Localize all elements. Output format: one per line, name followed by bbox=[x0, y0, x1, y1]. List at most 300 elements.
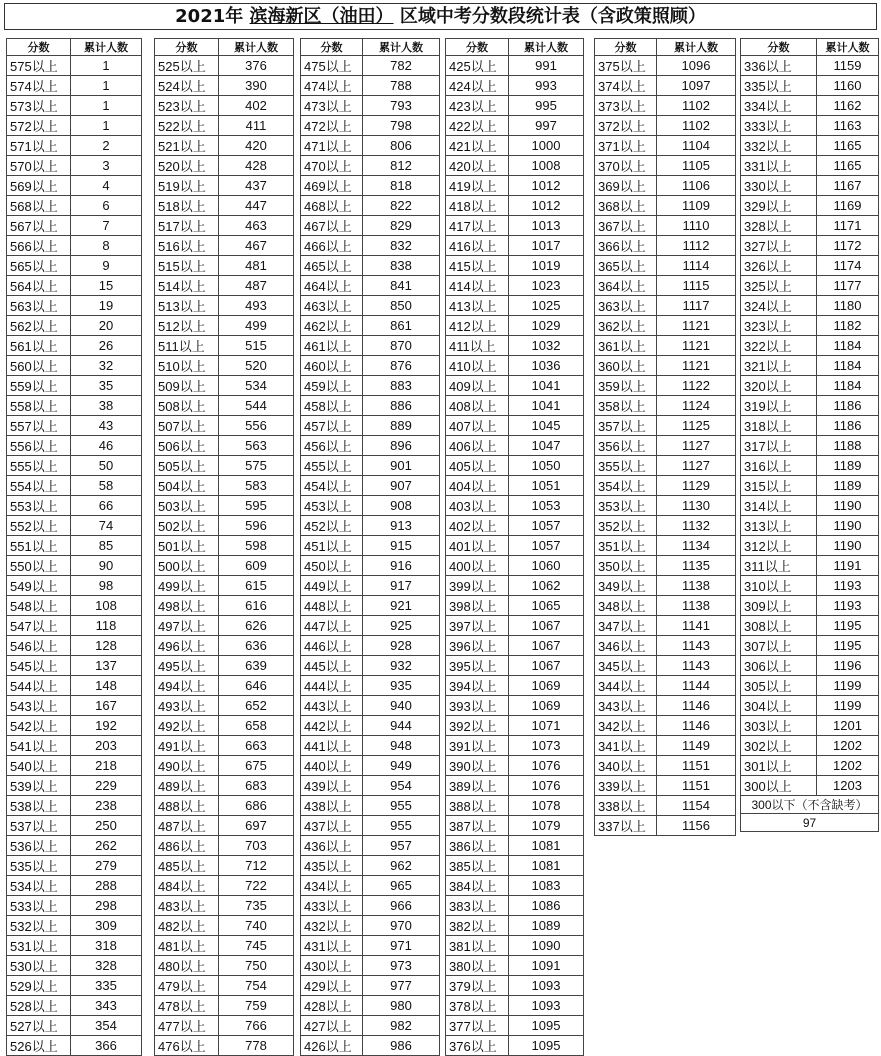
cumulative-count-cell: 966 bbox=[363, 896, 440, 916]
table-row bbox=[595, 656, 736, 676]
table-row bbox=[595, 96, 736, 116]
cumulative-count-cell: 861 bbox=[363, 316, 440, 336]
column-header-cumulative: 累计人数 bbox=[363, 39, 440, 56]
cumulative-count-cell: 520 bbox=[219, 356, 294, 376]
score-cell: 320以上 bbox=[741, 376, 817, 396]
score-cell: 392以上 bbox=[446, 716, 509, 736]
score-cell: 435以上 bbox=[301, 856, 363, 876]
score-cell: 574以上 bbox=[7, 76, 71, 96]
cumulative-count-cell: 428 bbox=[219, 156, 294, 176]
score-cell: 563以上 bbox=[7, 296, 71, 316]
table-row bbox=[7, 616, 142, 636]
score-cell: 410以上 bbox=[446, 356, 509, 376]
score-cell: 300以上 bbox=[741, 776, 817, 796]
table-row bbox=[7, 856, 142, 876]
cumulative-count-cell: 822 bbox=[363, 196, 440, 216]
table-row bbox=[446, 656, 584, 676]
table-row bbox=[595, 216, 736, 236]
score-cell: 345以上 bbox=[595, 656, 657, 676]
table-row bbox=[155, 1016, 294, 1036]
table-row bbox=[595, 456, 736, 476]
cumulative-count-cell: 778 bbox=[219, 1036, 294, 1056]
table-row bbox=[741, 396, 879, 416]
table-row bbox=[446, 376, 584, 396]
score-cell: 304以上 bbox=[741, 696, 817, 716]
score-cell: 496以上 bbox=[155, 636, 219, 656]
score-cell: 315以上 bbox=[741, 476, 817, 496]
table-row bbox=[7, 456, 142, 476]
score-cell: 472以上 bbox=[301, 116, 363, 136]
cumulative-count-cell: 1130 bbox=[657, 496, 736, 516]
score-cell: 554以上 bbox=[7, 476, 71, 496]
score-cell: 422以上 bbox=[446, 116, 509, 136]
score-cell: 492以上 bbox=[155, 716, 219, 736]
cumulative-count-cell: 686 bbox=[219, 796, 294, 816]
table-row bbox=[301, 516, 440, 536]
table-row bbox=[446, 676, 584, 696]
table-row bbox=[7, 176, 142, 196]
cumulative-count-cell: 793 bbox=[363, 96, 440, 116]
score-cell: 301以上 bbox=[741, 756, 817, 776]
cumulative-count-cell: 1 bbox=[71, 96, 142, 116]
table-row bbox=[155, 136, 294, 156]
table-row bbox=[741, 416, 879, 436]
cumulative-count-cell: 9 bbox=[71, 256, 142, 276]
cumulative-count-cell: 703 bbox=[219, 836, 294, 856]
table-row bbox=[155, 596, 294, 616]
table-row bbox=[155, 896, 294, 916]
cumulative-count-cell: 806 bbox=[363, 136, 440, 156]
table-row bbox=[595, 396, 736, 416]
score-block-5 bbox=[594, 38, 736, 836]
cumulative-count-cell: 1060 bbox=[509, 556, 584, 576]
score-cell: 355以上 bbox=[595, 456, 657, 476]
table-row bbox=[301, 536, 440, 556]
table-row bbox=[155, 656, 294, 676]
cumulative-count-cell: 1165 bbox=[817, 136, 879, 156]
score-cell: 531以上 bbox=[7, 936, 71, 956]
table-row bbox=[301, 376, 440, 396]
cumulative-count-cell: 15 bbox=[71, 276, 142, 296]
table-row bbox=[301, 216, 440, 236]
cumulative-count-cell: 1041 bbox=[509, 376, 584, 396]
cumulative-count-cell: 1154 bbox=[657, 796, 736, 816]
table-row bbox=[301, 96, 440, 116]
table-row bbox=[301, 436, 440, 456]
score-cell: 429以上 bbox=[301, 976, 363, 996]
table-row bbox=[301, 716, 440, 736]
score-cell: 323以上 bbox=[741, 316, 817, 336]
score-cell: 541以上 bbox=[7, 736, 71, 756]
table-row bbox=[155, 276, 294, 296]
table-row bbox=[595, 196, 736, 216]
table-row bbox=[7, 576, 142, 596]
score-cell: 443以上 bbox=[301, 696, 363, 716]
table-row bbox=[7, 736, 142, 756]
table-row bbox=[595, 416, 736, 436]
cumulative-count-cell: 128 bbox=[71, 636, 142, 656]
score-cell: 550以上 bbox=[7, 556, 71, 576]
column-header-score: 分数 bbox=[7, 39, 71, 56]
score-cell: 359以上 bbox=[595, 376, 657, 396]
score-cell: 491以上 bbox=[155, 736, 219, 756]
score-cell: 516以上 bbox=[155, 236, 219, 256]
score-cell: 317以上 bbox=[741, 436, 817, 456]
score-cell: 495以上 bbox=[155, 656, 219, 676]
score-cell: 417以上 bbox=[446, 216, 509, 236]
table-row bbox=[7, 336, 142, 356]
cumulative-count-cell: 1091 bbox=[509, 956, 584, 976]
cumulative-count-cell: 1019 bbox=[509, 256, 584, 276]
cumulative-count-cell: 1124 bbox=[657, 396, 736, 416]
score-cell: 545以上 bbox=[7, 656, 71, 676]
table-row bbox=[741, 156, 879, 176]
cumulative-count-cell: 534 bbox=[219, 376, 294, 396]
table-row bbox=[595, 276, 736, 296]
table-row bbox=[741, 216, 879, 236]
table-row bbox=[7, 96, 142, 116]
cumulative-count-cell: 609 bbox=[219, 556, 294, 576]
table-row bbox=[741, 236, 879, 256]
score-cell: 475以上 bbox=[301, 56, 363, 76]
score-cell: 476以上 bbox=[155, 1036, 219, 1056]
score-cell: 362以上 bbox=[595, 316, 657, 336]
score-cell: 540以上 bbox=[7, 756, 71, 776]
table-row bbox=[301, 636, 440, 656]
table-row bbox=[446, 756, 584, 776]
table-row bbox=[155, 676, 294, 696]
score-cell: 565以上 bbox=[7, 256, 71, 276]
score-cell: 487以上 bbox=[155, 816, 219, 836]
score-cell: 468以上 bbox=[301, 196, 363, 216]
score-cell: 313以上 bbox=[741, 516, 817, 536]
column-header-cumulative: 累计人数 bbox=[219, 39, 294, 56]
below-300-value-row bbox=[741, 814, 879, 831]
table-row bbox=[446, 856, 584, 876]
cumulative-count-cell: 1143 bbox=[657, 656, 736, 676]
score-cell: 305以上 bbox=[741, 676, 817, 696]
table-row bbox=[155, 476, 294, 496]
score-cell: 367以上 bbox=[595, 216, 657, 236]
score-cell: 387以上 bbox=[446, 816, 509, 836]
score-cell: 407以上 bbox=[446, 416, 509, 436]
score-cell: 530以上 bbox=[7, 956, 71, 976]
table-row bbox=[155, 696, 294, 716]
table-row bbox=[446, 156, 584, 176]
table-row bbox=[301, 76, 440, 96]
table-row bbox=[155, 376, 294, 396]
table-row bbox=[7, 1036, 142, 1056]
score-cell: 484以上 bbox=[155, 876, 219, 896]
table-row bbox=[741, 296, 879, 316]
score-cell: 575以上 bbox=[7, 56, 71, 76]
column-header-score: 分数 bbox=[595, 39, 657, 56]
cumulative-count-cell: 850 bbox=[363, 296, 440, 316]
table-row bbox=[446, 796, 584, 816]
cumulative-count-cell: 697 bbox=[219, 816, 294, 836]
cumulative-count-cell: 583 bbox=[219, 476, 294, 496]
table-row bbox=[446, 816, 584, 836]
table-row bbox=[741, 456, 879, 476]
score-cell: 372以上 bbox=[595, 116, 657, 136]
table-row bbox=[595, 536, 736, 556]
score-cell: 376以上 bbox=[446, 1036, 509, 1056]
score-cell: 517以上 bbox=[155, 216, 219, 236]
table-row bbox=[155, 356, 294, 376]
cumulative-count-cell: 318 bbox=[71, 936, 142, 956]
cumulative-count-cell: 916 bbox=[363, 556, 440, 576]
table-row bbox=[741, 776, 879, 796]
table-row bbox=[595, 296, 736, 316]
table-header-row bbox=[741, 39, 879, 56]
table-row bbox=[595, 796, 736, 816]
score-cell: 534以上 bbox=[7, 876, 71, 896]
score-cell: 361以上 bbox=[595, 336, 657, 356]
score-cell: 371以上 bbox=[595, 136, 657, 156]
score-cell: 529以上 bbox=[7, 976, 71, 996]
cumulative-count-cell: 1189 bbox=[817, 476, 879, 496]
score-cell: 342以上 bbox=[595, 716, 657, 736]
table-row bbox=[595, 776, 736, 796]
cumulative-count-cell: 876 bbox=[363, 356, 440, 376]
cumulative-count-cell: 1041 bbox=[509, 396, 584, 416]
table-row bbox=[155, 216, 294, 236]
score-cell: 457以上 bbox=[301, 416, 363, 436]
cumulative-count-cell: 886 bbox=[363, 396, 440, 416]
cumulative-count-cell: 970 bbox=[363, 916, 440, 936]
score-cell: 326以上 bbox=[741, 256, 817, 276]
score-cell: 538以上 bbox=[7, 796, 71, 816]
cumulative-count-cell: 935 bbox=[363, 676, 440, 696]
table-row bbox=[7, 236, 142, 256]
table-row bbox=[446, 896, 584, 916]
cumulative-count-cell: 1109 bbox=[657, 196, 736, 216]
score-cell: 446以上 bbox=[301, 636, 363, 656]
cumulative-count-cell: 85 bbox=[71, 536, 142, 556]
table-row bbox=[741, 696, 879, 716]
score-cell: 438以上 bbox=[301, 796, 363, 816]
score-cell: 559以上 bbox=[7, 376, 71, 396]
cumulative-count-cell: 838 bbox=[363, 256, 440, 276]
score-cell: 306以上 bbox=[741, 656, 817, 676]
column-header-score: 分数 bbox=[155, 39, 219, 56]
cumulative-count-cell: 1201 bbox=[817, 716, 879, 736]
cumulative-count-cell: 238 bbox=[71, 796, 142, 816]
score-cell: 411以上 bbox=[446, 336, 509, 356]
table-row bbox=[7, 696, 142, 716]
cumulative-count-cell: 354 bbox=[71, 1016, 142, 1036]
cumulative-count-cell: 35 bbox=[71, 376, 142, 396]
cumulative-count-cell: 965 bbox=[363, 876, 440, 896]
cumulative-count-cell: 420 bbox=[219, 136, 294, 156]
score-cell: 440以上 bbox=[301, 756, 363, 776]
score-cell: 536以上 bbox=[7, 836, 71, 856]
cumulative-count-cell: 663 bbox=[219, 736, 294, 756]
score-cell: 383以上 bbox=[446, 896, 509, 916]
table-row bbox=[7, 876, 142, 896]
score-cell: 333以上 bbox=[741, 116, 817, 136]
score-cell: 370以上 bbox=[595, 156, 657, 176]
cumulative-count-cell: 1013 bbox=[509, 216, 584, 236]
score-cell: 351以上 bbox=[595, 536, 657, 556]
table-row bbox=[595, 516, 736, 536]
table-row bbox=[741, 276, 879, 296]
cumulative-count-cell: 1188 bbox=[817, 436, 879, 456]
table-row bbox=[595, 116, 736, 136]
table-row bbox=[595, 636, 736, 656]
table-row bbox=[741, 116, 879, 136]
cumulative-count-cell: 1086 bbox=[509, 896, 584, 916]
cumulative-count-cell: 328 bbox=[71, 956, 142, 976]
column-header-cumulative: 累计人数 bbox=[71, 39, 142, 56]
score-cell: 337以上 bbox=[595, 816, 657, 836]
cumulative-count-cell: 1050 bbox=[509, 456, 584, 476]
table-row bbox=[155, 116, 294, 136]
table-row bbox=[595, 336, 736, 356]
cumulative-count-cell: 636 bbox=[219, 636, 294, 656]
cumulative-count-cell: 463 bbox=[219, 216, 294, 236]
cumulative-count-cell: 1121 bbox=[657, 336, 736, 356]
sheet-title bbox=[4, 3, 877, 30]
score-cell: 358以上 bbox=[595, 396, 657, 416]
table-row bbox=[595, 136, 736, 156]
table-row bbox=[595, 376, 736, 396]
title-district: 滨海新区（油田） bbox=[249, 6, 394, 27]
score-cell: 384以上 bbox=[446, 876, 509, 896]
cumulative-count-cell: 986 bbox=[363, 1036, 440, 1056]
cumulative-count-cell: 1083 bbox=[509, 876, 584, 896]
cumulative-count-cell: 626 bbox=[219, 616, 294, 636]
score-cell: 497以上 bbox=[155, 616, 219, 636]
score-cell: 519以上 bbox=[155, 176, 219, 196]
score-cell: 504以上 bbox=[155, 476, 219, 496]
score-cell: 442以上 bbox=[301, 716, 363, 736]
score-cell: 385以上 bbox=[446, 856, 509, 876]
table-row bbox=[7, 496, 142, 516]
score-cell: 523以上 bbox=[155, 96, 219, 116]
cumulative-count-cell: 1134 bbox=[657, 536, 736, 556]
score-cell: 420以上 bbox=[446, 156, 509, 176]
table-row bbox=[595, 256, 736, 276]
cumulative-count-cell: 675 bbox=[219, 756, 294, 776]
score-cell: 464以上 bbox=[301, 276, 363, 296]
cumulative-count-cell: 493 bbox=[219, 296, 294, 316]
table-row bbox=[301, 276, 440, 296]
table-row bbox=[7, 956, 142, 976]
cumulative-count-cell: 148 bbox=[71, 676, 142, 696]
table-row bbox=[741, 356, 879, 376]
score-block-2 bbox=[154, 38, 294, 1056]
score-cell: 360以上 bbox=[595, 356, 657, 376]
score-cell: 450以上 bbox=[301, 556, 363, 576]
table-row bbox=[155, 616, 294, 636]
cumulative-count-cell: 1076 bbox=[509, 776, 584, 796]
score-cell: 395以上 bbox=[446, 656, 509, 676]
score-cell: 453以上 bbox=[301, 496, 363, 516]
cumulative-count-cell: 982 bbox=[363, 1016, 440, 1036]
cumulative-count-cell: 870 bbox=[363, 336, 440, 356]
cumulative-count-cell: 1202 bbox=[817, 756, 879, 776]
score-cell: 428以上 bbox=[301, 996, 363, 1016]
cumulative-count-cell: 955 bbox=[363, 816, 440, 836]
table-row bbox=[155, 756, 294, 776]
table-row bbox=[155, 96, 294, 116]
score-cell: 572以上 bbox=[7, 116, 71, 136]
title-year: 2021年 bbox=[175, 6, 244, 27]
table-row bbox=[155, 736, 294, 756]
score-cell: 520以上 bbox=[155, 156, 219, 176]
score-cell: 478以上 bbox=[155, 996, 219, 1016]
cumulative-count-cell: 2 bbox=[71, 136, 142, 156]
table-row bbox=[301, 916, 440, 936]
table-row bbox=[446, 56, 584, 76]
table-row bbox=[7, 476, 142, 496]
score-cell: 336以上 bbox=[741, 56, 817, 76]
score-cell: 460以上 bbox=[301, 356, 363, 376]
cumulative-count-cell: 1167 bbox=[817, 176, 879, 196]
table-row bbox=[7, 996, 142, 1016]
table-row bbox=[301, 876, 440, 896]
table-row bbox=[741, 136, 879, 156]
table-row bbox=[301, 356, 440, 376]
table-row bbox=[7, 916, 142, 936]
cumulative-count-cell: 750 bbox=[219, 956, 294, 976]
table-row bbox=[446, 996, 584, 1016]
cumulative-count-cell: 1160 bbox=[817, 76, 879, 96]
score-cell: 462以上 bbox=[301, 316, 363, 336]
column-header-score: 分数 bbox=[446, 39, 509, 56]
table-row bbox=[595, 696, 736, 716]
score-cell: 321以上 bbox=[741, 356, 817, 376]
cumulative-count-cell: 798 bbox=[363, 116, 440, 136]
cumulative-count-cell: 896 bbox=[363, 436, 440, 456]
cumulative-count-cell: 1117 bbox=[657, 296, 736, 316]
cumulative-count-cell: 7 bbox=[71, 216, 142, 236]
score-cell: 350以上 bbox=[595, 556, 657, 576]
cumulative-count-cell: 4 bbox=[71, 176, 142, 196]
score-cell: 403以上 bbox=[446, 496, 509, 516]
score-cell: 391以上 bbox=[446, 736, 509, 756]
score-cell: 396以上 bbox=[446, 636, 509, 656]
cumulative-count-cell: 907 bbox=[363, 476, 440, 496]
table-row bbox=[446, 556, 584, 576]
table-row bbox=[595, 356, 736, 376]
score-cell: 456以上 bbox=[301, 436, 363, 456]
score-cell: 330以上 bbox=[741, 176, 817, 196]
table-row bbox=[741, 96, 879, 116]
cumulative-count-cell: 192 bbox=[71, 716, 142, 736]
table-row bbox=[741, 76, 879, 96]
table-row bbox=[446, 176, 584, 196]
cumulative-count-cell: 1151 bbox=[657, 756, 736, 776]
table-row bbox=[446, 736, 584, 756]
table-row bbox=[595, 476, 736, 496]
table-header-row bbox=[301, 39, 440, 56]
score-cell: 356以上 bbox=[595, 436, 657, 456]
cumulative-count-cell: 1195 bbox=[817, 616, 879, 636]
score-cell: 325以上 bbox=[741, 276, 817, 296]
table-row bbox=[301, 196, 440, 216]
cumulative-count-cell: 1104 bbox=[657, 136, 736, 156]
cumulative-count-cell: 1093 bbox=[509, 976, 584, 996]
score-cell: 537以上 bbox=[7, 816, 71, 836]
cumulative-count-cell: 118 bbox=[71, 616, 142, 636]
table-header-row bbox=[446, 39, 584, 56]
score-cell: 483以上 bbox=[155, 896, 219, 916]
score-cell: 432以上 bbox=[301, 916, 363, 936]
cumulative-count-cell: 3 bbox=[71, 156, 142, 176]
table-row bbox=[301, 996, 440, 1016]
